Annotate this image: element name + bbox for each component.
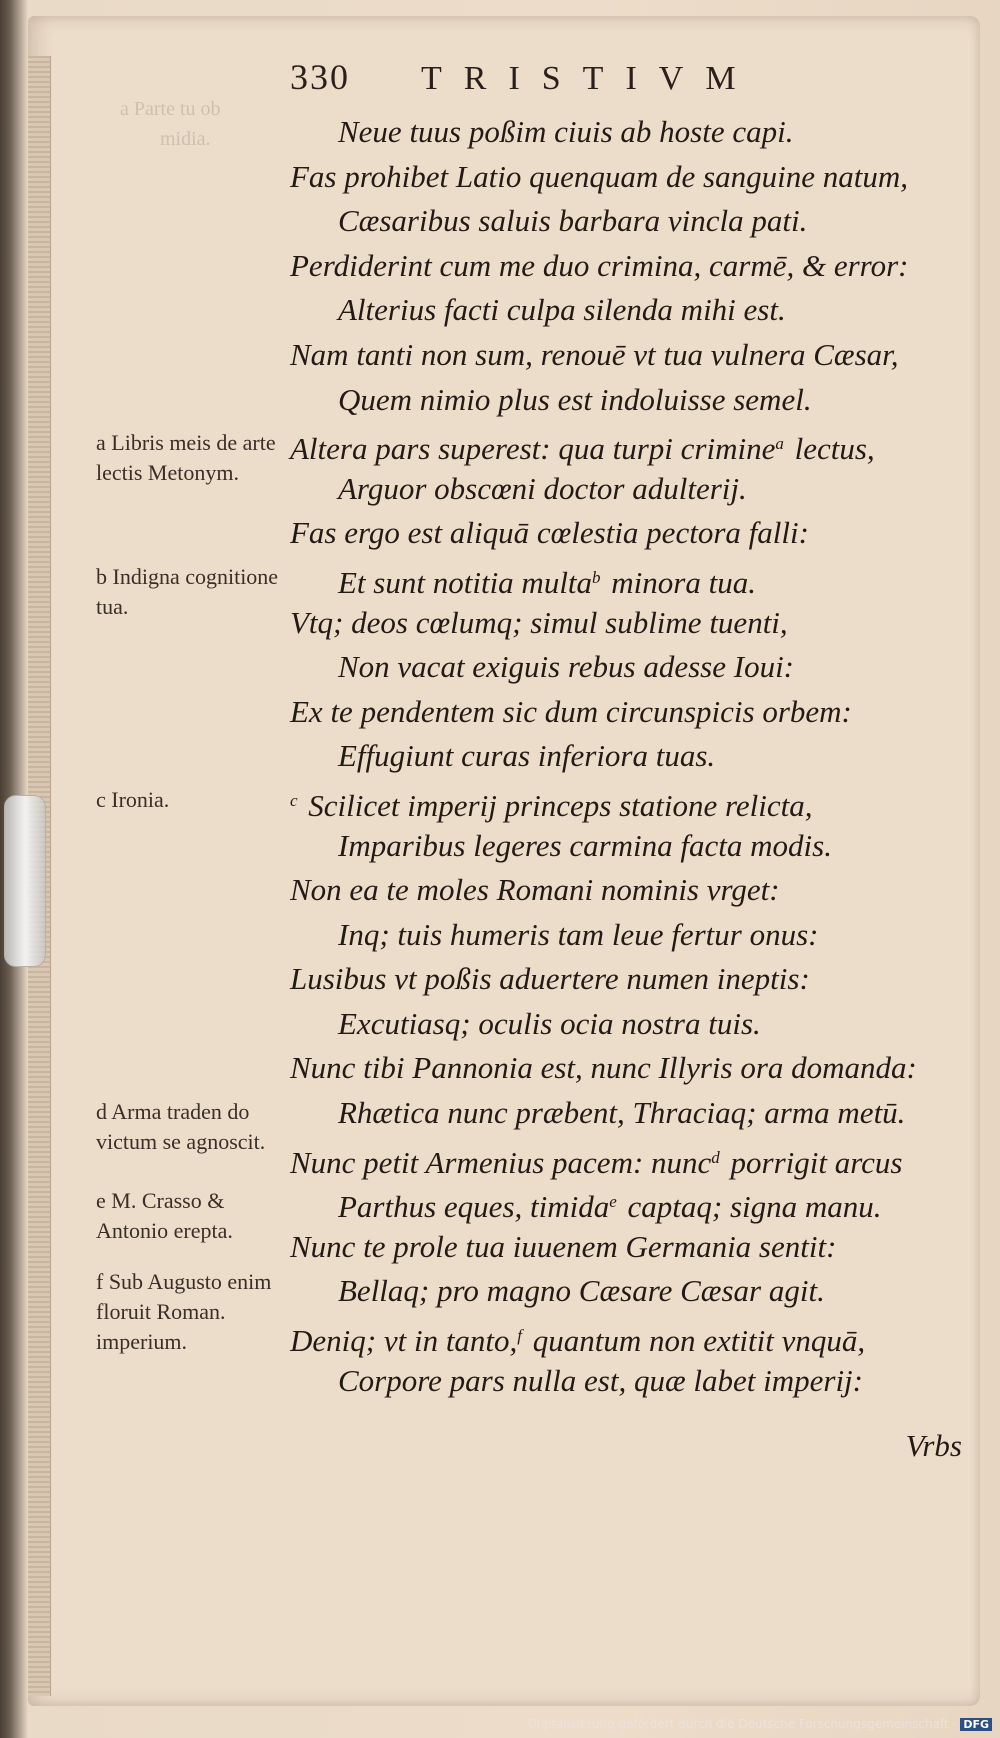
- margin-note: d Arma traden do victum se agnoscit.: [96, 1099, 266, 1155]
- verse-line: [290, 690, 980, 735]
- verse-line: [290, 601, 980, 646]
- verse-text: Et sunt notitia multa: [338, 564, 593, 600]
- verse-line: [290, 913, 980, 958]
- verse-line: [290, 1180, 980, 1225]
- verse-line: [290, 378, 980, 423]
- verse-text: Fas ergo est aliquā cœlestia pectora falli:: [290, 515, 809, 551]
- verse-text: Nunc petit Armenius pacem: nunc: [290, 1144, 712, 1180]
- bleed-through-text: midia.: [160, 128, 211, 150]
- verse-line: [290, 868, 980, 913]
- verse-text: Effugiunt curas inferiora tuas.: [338, 738, 716, 774]
- verse-text: Rhætica nunc præbent, Thraciaq; arma metū.: [338, 1095, 906, 1131]
- verse-text: Arguor obscœni doctor adulterij.: [338, 470, 747, 506]
- verse-block: [290, 110, 980, 1403]
- verse-text: Bellaq; pro magno Cæsare Cæsar agit.: [338, 1273, 825, 1309]
- verse-line: [290, 1314, 980, 1359]
- verse-text: Excutiasq; oculis ocia nostra tuis.: [338, 1005, 761, 1041]
- footnote-marker: a: [775, 434, 784, 454]
- verse-text: Vtq; deos cœlumq; simul sublime tuenti,: [290, 604, 788, 640]
- verse-line: [290, 645, 980, 690]
- verse-line: [290, 511, 980, 556]
- verse-text: Ex te pendentem sic dum circunspicis orbem:: [290, 693, 852, 729]
- verse-text: Neue tuus poßim ciuis ab hoste capi.: [338, 114, 794, 149]
- verse-line: [290, 155, 980, 200]
- verse-line: [290, 1046, 980, 1091]
- footnote-marker: b: [592, 567, 601, 587]
- margin-note: b Indigna cognitione tua.: [96, 564, 279, 619]
- verse-text: Alterius facti culpa silenda mihi est.: [338, 292, 786, 328]
- verse-text-continued: captaq; signa manu.: [619, 1189, 882, 1225]
- digitization-footer: [528, 1717, 992, 1731]
- verse-line: [290, 244, 980, 289]
- verse-text: Inq; tuis humeris tam leue fertur onus:: [338, 916, 819, 952]
- footnote-marker: f: [517, 1326, 523, 1346]
- margin-note: e M. Crasso & Antonio erepta.: [96, 1188, 233, 1244]
- verse-line: [290, 779, 980, 824]
- verse-text: Non ea te moles Romani nominis vrget:: [290, 872, 780, 908]
- footer-text: Digitalisierung gefördert durch die Deutsche Forschungsgemeinschaft ·: [527, 1717, 957, 1731]
- verse-text: Perdiderint cum me duo crimina, carmē, & error:: [290, 247, 909, 283]
- verse-line: [290, 1136, 980, 1181]
- verse-text-continued: Scilicet imperij princeps statione relicta,: [300, 787, 813, 823]
- bleed-through-text: a Parte tu ob: [120, 98, 221, 120]
- verse-line: [290, 288, 980, 333]
- footnote-marker: e: [609, 1192, 617, 1212]
- page-number: 330: [290, 57, 350, 97]
- verse-line: [290, 110, 980, 155]
- verse-line: [290, 199, 980, 244]
- dfg-logo: DFG: [960, 1718, 992, 1731]
- verse-text: Non vacat exiguis rebus adesse Ioui:: [338, 649, 795, 685]
- verse-line: [290, 467, 980, 512]
- verse-line: [290, 824, 980, 869]
- verse-text-continued: quantum non extitit vnquā,: [525, 1323, 866, 1359]
- running-title: TRISTIVM: [421, 60, 758, 97]
- verse-text: Deniq; vt in tanto,: [290, 1323, 518, 1359]
- verse-line: [290, 333, 980, 378]
- verse-text-continued: lectus,: [786, 431, 875, 467]
- margin-note: c Ironia.: [96, 787, 170, 812]
- verse-text: Parthus eques, timida: [338, 1189, 610, 1225]
- verse-text: Nunc te prole tua iuuenem Germania sentit:: [290, 1228, 837, 1264]
- margin-note: a Libris meis de arte lectis Metonym.: [96, 430, 276, 486]
- verse-text: Nam tanti non sum, renouē vt tua vulnera Cæsar,: [290, 336, 899, 372]
- verse-line: [290, 1225, 980, 1270]
- verse-text: Imparibus legeres carmina facta modis.: [338, 827, 832, 863]
- verse-line: [290, 1359, 980, 1404]
- book-clip: [4, 795, 46, 967]
- verse-text: Fas prohibet Latio quenquam de sanguine natum,: [290, 158, 908, 194]
- verse-text: Lusibus vt poßis aduertere numen ineptis:: [290, 961, 810, 997]
- verse-line: [290, 957, 980, 1002]
- verse-text-continued: minora tua.: [603, 564, 756, 600]
- verse-text: Corpore pars nulla est, quæ labet imperij:: [338, 1362, 863, 1398]
- verse-line: [290, 1002, 980, 1047]
- verse-text: Altera pars superest: qua turpi crimine: [290, 431, 776, 467]
- footnote-marker: d: [711, 1147, 720, 1167]
- verse-text-continued: porrigit arcus: [722, 1144, 903, 1180]
- verse-line: [290, 734, 980, 779]
- page-header: [290, 56, 758, 98]
- verse-text: Nunc tibi Pannonia est, nunc Illyris ora domanda:: [290, 1050, 917, 1086]
- margin-note: f Sub Augusto enim floruit Roman. imperium.: [96, 1268, 272, 1354]
- verse-line: [290, 1269, 980, 1314]
- verse-line: [290, 422, 980, 467]
- footnote-marker: c: [290, 790, 298, 810]
- verse-text: Quem nimio plus est indoluisse semel.: [338, 381, 812, 417]
- verse-text: Cæsaribus saluis barbara vincla pati.: [338, 203, 808, 239]
- verse-line: [290, 556, 980, 601]
- verse-line: [290, 1091, 980, 1136]
- catchword: Vrbs: [905, 1428, 962, 1463]
